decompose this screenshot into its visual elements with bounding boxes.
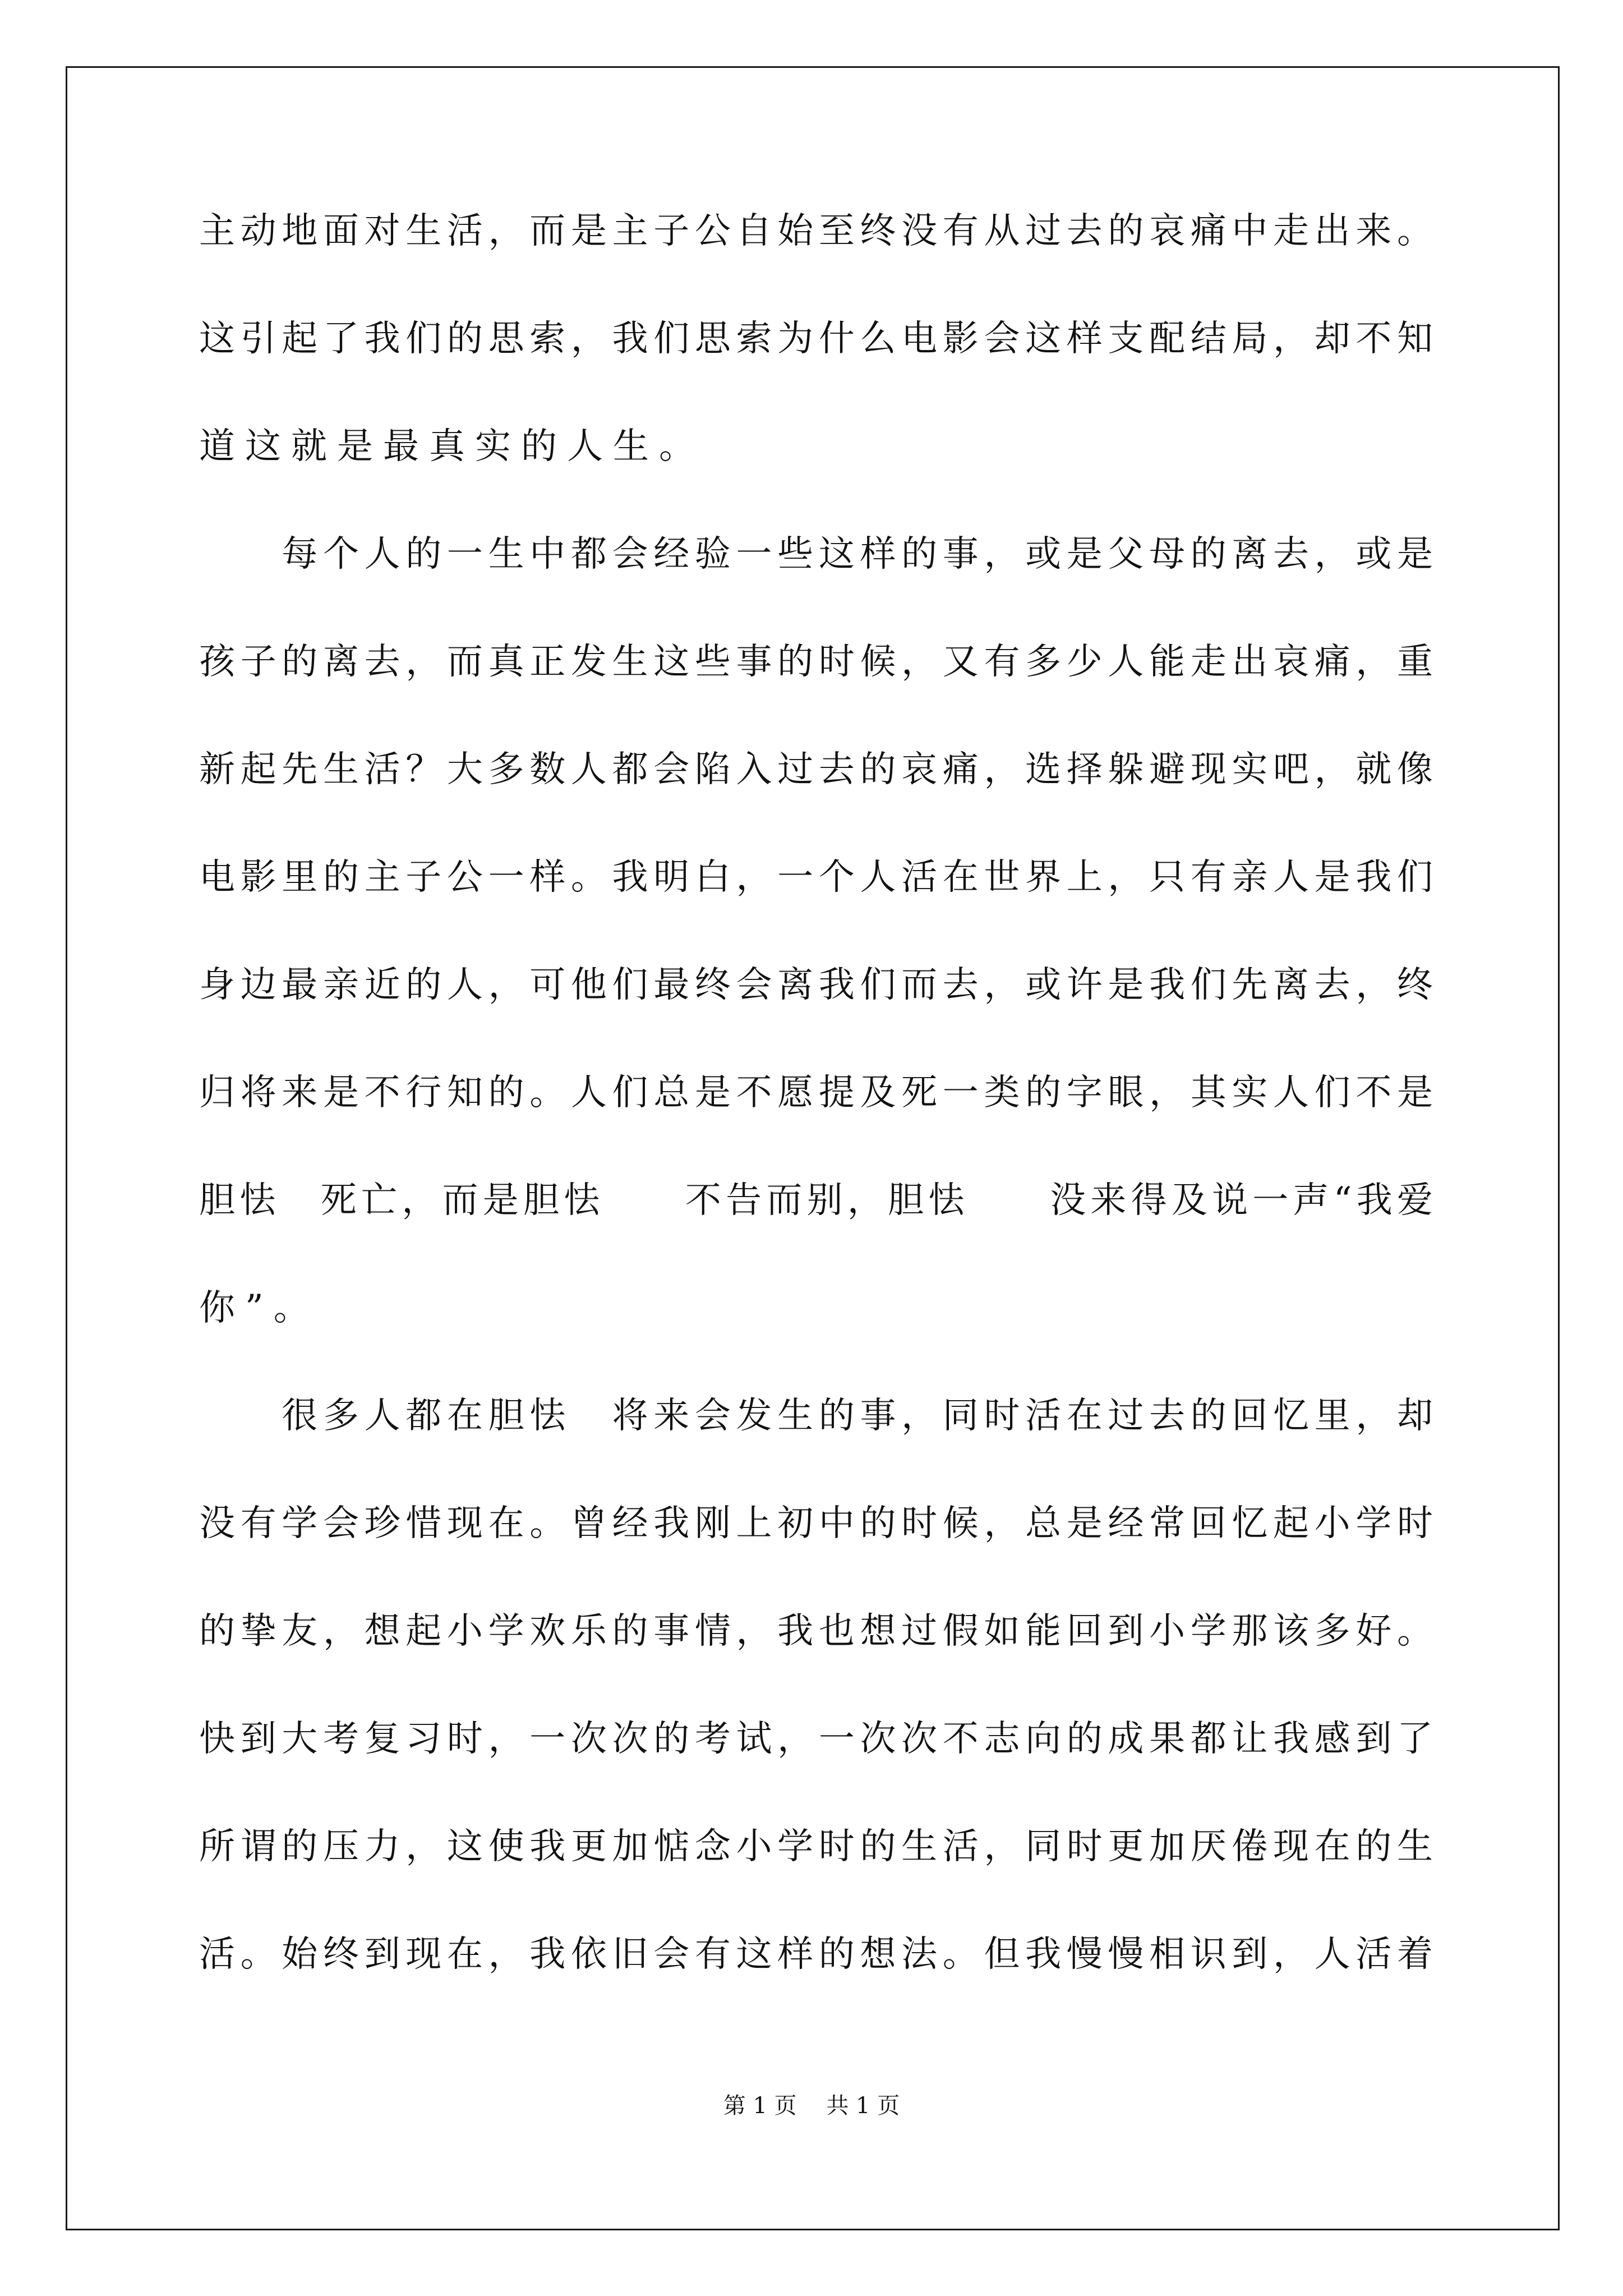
text-line: 活。始终到现在，我依旧会有这样的想法。但我慢慢相识到，人活着 (199, 1934, 1433, 1975)
text-line: 的挚友，想起小学欢乐的事情，我也想过假如能回到小学那该多好。 (199, 1611, 1433, 1652)
text-line: 所谓的压力，这使我更加惦念小学时的生活，同时更加厌倦现在的生 (199, 1826, 1433, 1867)
text-line: 身边最亲近的人，可他们最终会离我们而去，或许是我们先离去，终 (199, 964, 1433, 1006)
text-line: 胆怯 死亡，而是胆怯 不告而别，胆怯 没来得及说一声“我爱 (199, 1180, 1433, 1221)
text-line: 没有学会珍惜现在。曾经我刚上初中的时候，总是经常回忆起小学时 (199, 1503, 1433, 1544)
text-line: 这引起了我们的思索，我们思索为什么电影会这样支配结局，却不知 (199, 318, 1433, 360)
text-line: 每个人的一生中都会经验一些这样的事，或是父母的离去，或是 (199, 533, 1433, 575)
text-line: 孩子的离去，而真正发生这些事的时候，又有多少人能走出哀痛，重 (199, 641, 1433, 683)
text-line: 归将来是不行知的。人们总是不愿提及死一类的字眼，其实人们不是 (199, 1072, 1433, 1114)
text-line: 电影里的主子公一样。我明白，一个人活在世界上，只有亲人是我们 (199, 857, 1433, 898)
text-line: 主动地面对生活，而是主子公自始至终没有从过去的哀痛中走出来。 (199, 210, 1433, 252)
document-body (199, 210, 1433, 2044)
text-line: 快到大考复习时，一次次的考试，一次次不志向的成果都让我感到了 (199, 1718, 1433, 1760)
page-number-footer: 第 1 页 共 1 页 (723, 2093, 900, 2119)
text-line: 你”。 (199, 1287, 320, 1329)
text-line: 道这就是最真实的人生。 (199, 426, 705, 467)
text-line: 新起先生活？大多数人都会陷入过去的哀痛，选择躲避现实吧，就像 (199, 749, 1433, 790)
text-line: 很多人都在胆怯 将来会发生的事，同时活在过去的回忆里，却 (199, 1395, 1433, 1437)
